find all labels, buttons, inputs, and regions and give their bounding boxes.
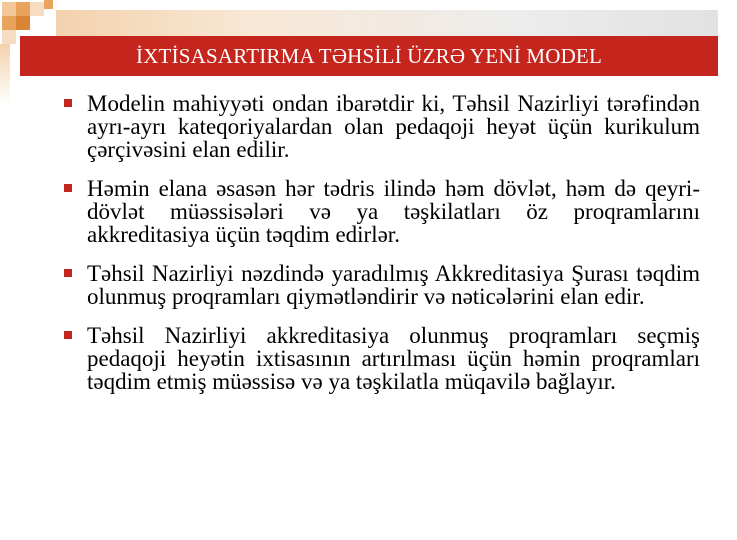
square-bullet-icon — [64, 269, 72, 277]
bullet-list — [62, 92, 700, 409]
decorative-square — [2, 16, 16, 30]
square-bullet-icon — [64, 184, 72, 192]
bullet-text: Təhsil Nazirliyi nəzdində yaradılmış Akkreditasiya Şurası təqdim olunmuş proqramları qiymətləndirir və nəticələrini elan edir. — [87, 261, 700, 309]
decorative-square — [2, 2, 16, 16]
decorative-square — [16, 16, 30, 30]
bullet-text: Modelin mahiyyəti ondan ibarətdir ki, Təhsil Nazirliyi tərəfindən ayrı-ayrı kateqoriyalardan olan pedaqoji heyət üçün kurikulum çərçivəsini elan edilir. — [87, 91, 700, 162]
side-gradient-band — [0, 44, 10, 104]
square-bullet-icon — [64, 99, 72, 107]
decorative-square — [44, 0, 53, 9]
slide-title: İXTİSASARTIRMA TƏHSİLİ ÜZRƏ YENİ MODEL — [136, 43, 602, 68]
bullet-text: Həmin elana əsasən hər tədris ilində həm dövlət, həm də qeyri-dövlət müəssisələri və ya təşkilatları öz proqramlarını akkreditasiya üçün təqdim edirlər. — [87, 176, 700, 247]
bullet-item — [62, 177, 700, 246]
decorative-square — [16, 2, 30, 16]
decorative-square — [2, 30, 16, 44]
header-gradient-band — [56, 10, 718, 38]
title-bar — [20, 36, 718, 76]
bullet-item — [62, 262, 700, 308]
bullet-item — [62, 92, 700, 161]
decorative-square — [30, 2, 44, 16]
bullet-item — [62, 324, 700, 393]
square-bullet-icon — [64, 331, 72, 339]
bullet-text: Təhsil Nazirliyi akkreditasiya olunmuş proqramları seçmiş pedaqoji heyətin ixtisasının artırılması üçün həmin proqramları təqdim etmiş müəssisə və ya təşkilatla müqavilə bağlayır. — [87, 323, 700, 394]
